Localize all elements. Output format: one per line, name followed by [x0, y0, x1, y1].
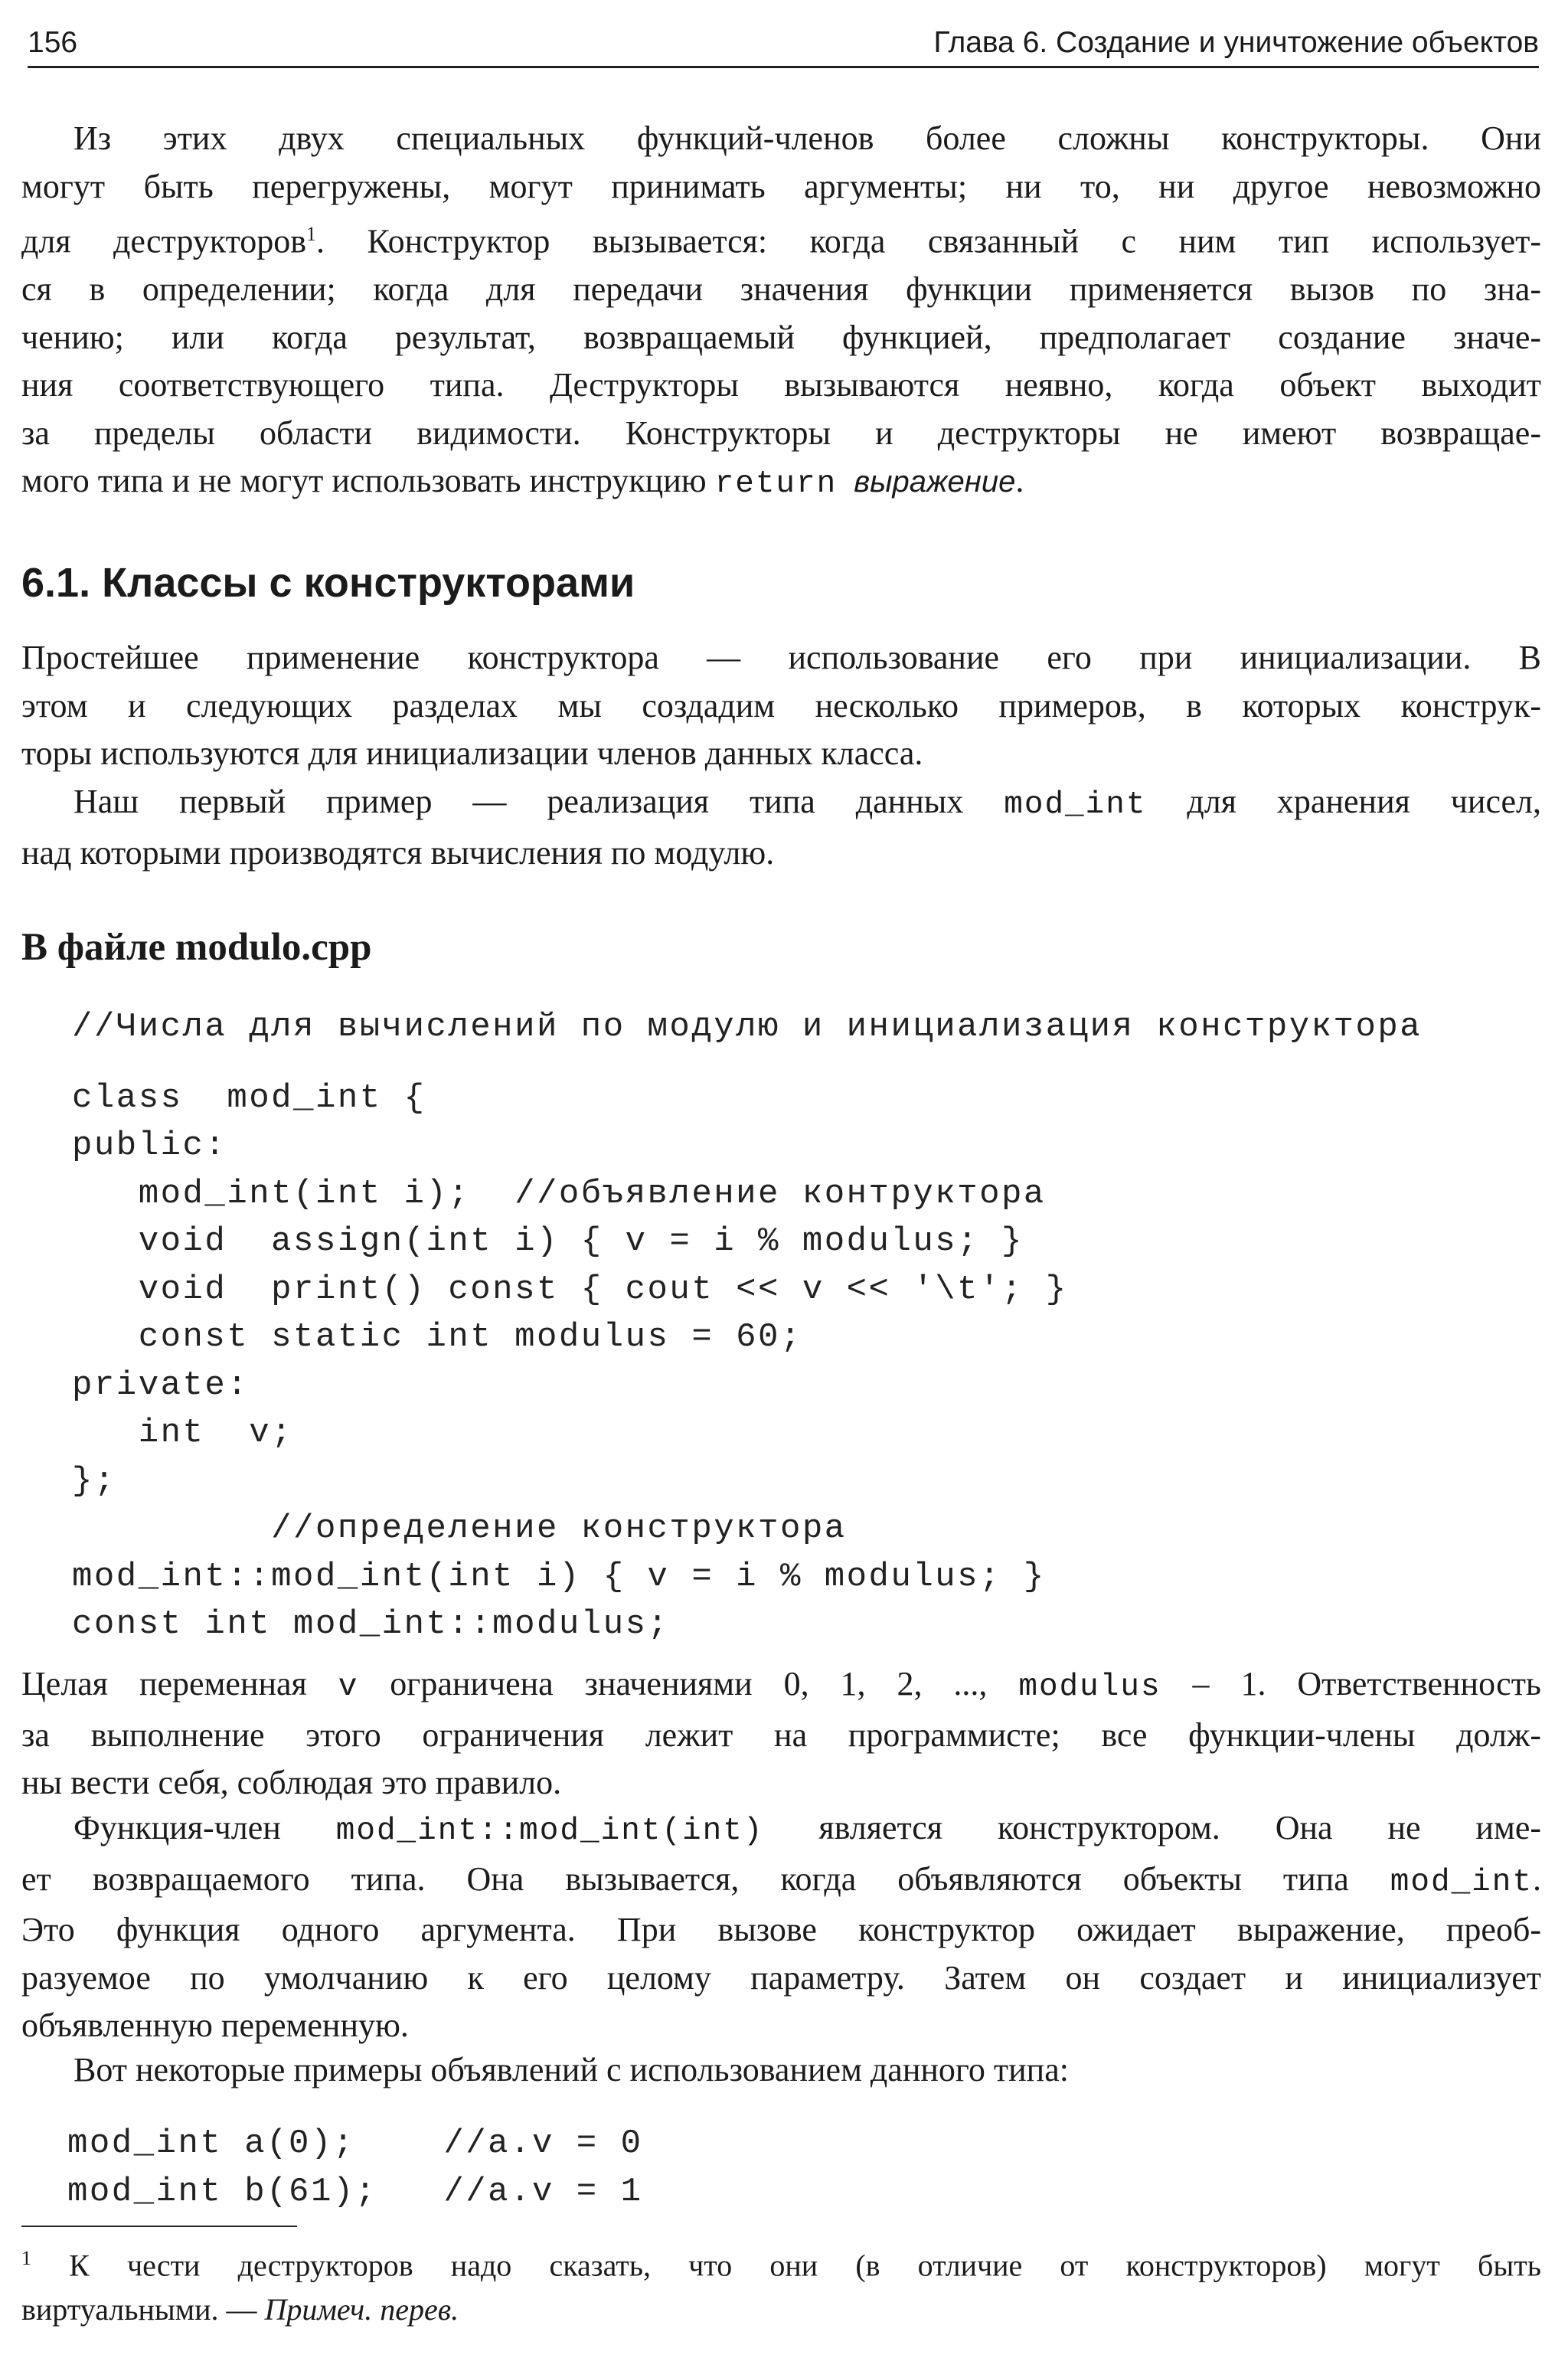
code-line: int v;	[72, 1414, 294, 1452]
text-line: этом и следующих разделах мы создадим несколько примеров, в которых конструк-	[21, 686, 1541, 724]
code-example	[67, 2120, 643, 2216]
section-paragraph-2	[21, 778, 1541, 877]
footnote-reference: 1	[306, 223, 316, 245]
footnote-divider	[21, 2226, 297, 2227]
inline-code: v	[338, 1670, 359, 1705]
file-heading: В файле modulo.cpp	[21, 926, 372, 969]
code-line: void assign(int i) { v = i % modulus; }	[72, 1222, 1024, 1261]
text-line: Это функция одного аргумента. При вызове конструктор ожидает выражение, преоб-	[21, 1911, 1541, 1948]
code-line: mod_int a(0); //a.v = 0	[67, 2124, 643, 2163]
text-line: мого типа и не могут использовать инструкцию return выражение.	[21, 462, 1024, 502]
inline-code: mod_int	[1004, 787, 1147, 823]
code-line: //определение конструктора	[72, 1509, 847, 1548]
intro-paragraph	[21, 115, 1541, 509]
footnote-line: виртуальными. — Примеч. перев.	[21, 2292, 459, 2327]
text-line: Наш первый пример — реализация типа данных mod_int для хранения чисел,	[74, 783, 1542, 823]
text-line: Функция-член mod_int::mod_int(int) является конструктором. Она не име-	[74, 1809, 1542, 1849]
inline-code: return	[714, 466, 838, 502]
code-line: const int mod_int::modulus;	[72, 1605, 670, 1644]
code-line	[72, 1052, 1422, 1074]
text-line: разуемое по умолчанию к его целому параметру. Затем он создает и инициализует	[21, 1958, 1541, 1997]
code-line: mod_int::mod_int(int i) { v = i % modulus; }	[72, 1557, 1046, 1596]
text-line: Из этих двух специальных функций-членов более сложны конструкторы. Они	[74, 119, 1541, 157]
text-line: ся в определении; когда для передачи значения функции применяется вызов по зна-	[21, 270, 1541, 309]
code-line: //Числа для вычислений по модулю и инициализация конструктора	[72, 1008, 1423, 1046]
text-line: над которыми производятся вычисления по модулю.	[21, 833, 775, 872]
text-line: могут быть перегружены, могут принимать аргументы; ни то, ни другое невозможно	[21, 167, 1541, 205]
code-line: class mod_int {	[72, 1078, 426, 1117]
body-paragraph-5	[21, 2046, 1541, 2095]
code-listing	[72, 1003, 1422, 1649]
code-line: const static int modulus = 60;	[72, 1318, 802, 1356]
text-line: чению; или когда результат, возвращаемый функцией, предполагает создание значе-	[21, 318, 1541, 356]
footnote-line: $^1$ К чести деструкторов надо сказать, что они (в отличие от конструкторов) могут быть	[21, 2247, 1541, 2283]
inline-code: mod_int	[1390, 1864, 1533, 1900]
body-paragraph-4	[21, 1804, 1541, 2050]
translator-note: Примеч. перев.	[264, 2292, 459, 2327]
italic-term: выражение	[854, 465, 1016, 499]
running-head	[28, 21, 1539, 68]
section-heading: 6.1. Классы с конструкторами	[21, 560, 635, 606]
code-line: public:	[72, 1127, 227, 1165]
code-line: void print() const { cout << v << '\t'; }	[72, 1270, 1068, 1309]
inline-code: mod_int::mod_int(int)	[335, 1814, 764, 1849]
code-line: mod_int(int i); //объявление контруктора	[72, 1174, 1046, 1213]
text-line: Простейшее применение конструктора — использование его при инициализации. В	[21, 639, 1541, 676]
text-line: для деструкторов$^1$. Конструктор вызывается: когда связанный с ним тип использует-	[21, 222, 1541, 260]
chapter-title: Глава 6. Создание и уничтожение объектов	[933, 26, 1539, 59]
body-paragraph-3	[21, 1660, 1541, 1807]
code-line: };	[72, 1461, 116, 1500]
inline-code: modulus	[1018, 1670, 1161, 1705]
text-line: за выполнение этого ограничения лежит на программисте; все функции-члены долж-	[21, 1715, 1541, 1754]
footnote-marker: 1	[21, 2247, 31, 2269]
footnote	[21, 2236, 1541, 2332]
text-line: за пределы области видимости. Конструкторы и деструкторы не имеют возвращае-	[21, 414, 1541, 452]
code-line: mod_int b(61); //a.v = 1	[67, 2172, 643, 2211]
text-line: ет возвращаемого типа. Она вызывается, когда объявляются объекты типа mod_int.	[21, 1859, 1541, 1900]
text-line: ния соответствующего типа. Деструкторы вызываются неявно, когда объект выходит	[21, 366, 1541, 404]
text-line: Целая переменная v ограничена значениями 0, 1, 2, ..., modulus – 1. Ответственность	[21, 1665, 1542, 1705]
text-line: объявленную переменную.	[21, 2007, 409, 2044]
text-line: Вот некоторые примеры объявлений с использованием данного типа:	[74, 2051, 1069, 2088]
code-line: private:	[72, 1366, 250, 1405]
text-line: ны вести себя, соблюдая это правило.	[21, 1764, 562, 1801]
page-number: 156	[28, 26, 78, 59]
text-line: торы используются для инициализации членов данных класса.	[21, 734, 923, 772]
section-paragraph-1	[21, 634, 1541, 778]
